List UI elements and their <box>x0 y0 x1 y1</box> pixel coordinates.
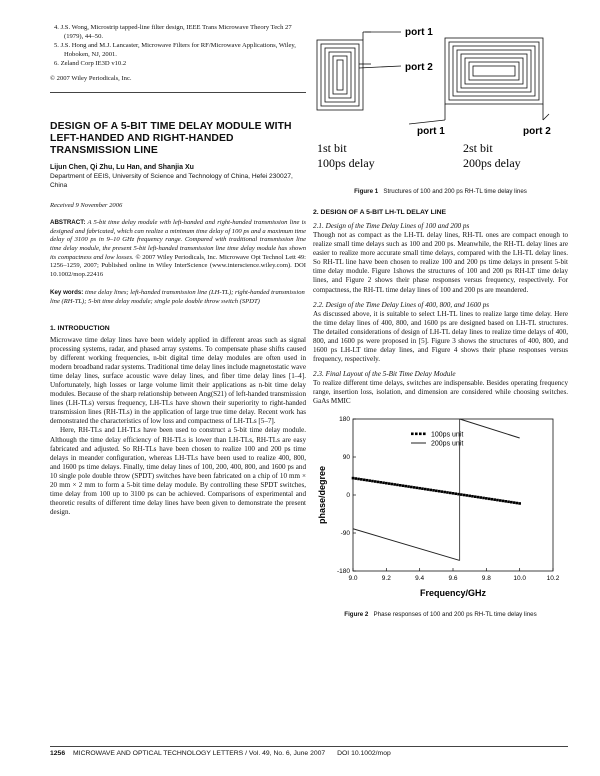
y-tick-label: -90 <box>340 529 350 537</box>
y-tick-label: 90 <box>342 453 350 461</box>
abstract <box>50 219 306 279</box>
section-divider <box>50 92 306 93</box>
series-100ps-point <box>518 502 521 505</box>
figure-2-caption <box>313 611 568 618</box>
copyright-line: © 2007 Wiley Periodicals, Inc. <box>50 74 132 82</box>
x-tick-label: 10.0 <box>513 574 526 582</box>
right-column <box>313 24 568 624</box>
y-axis-label: phase/degree <box>317 465 327 524</box>
phase-response-chart <box>313 413 568 609</box>
x-tick-label: 9.4 <box>415 574 425 582</box>
series-100ps-point <box>441 490 444 493</box>
meander-100ps <box>317 32 371 110</box>
series-100ps-point <box>435 489 438 492</box>
chart-legend <box>411 431 463 447</box>
series-100ps-point <box>418 486 421 489</box>
figure-1-diagram <box>313 24 568 182</box>
port2-right-pointer <box>543 114 549 120</box>
series-100ps-point <box>410 485 413 488</box>
series-100ps-point <box>446 491 449 494</box>
series-100ps-point <box>416 486 419 489</box>
abstract-citation: © 2007 Wiley Periodicals, Inc. Microwave Opt Technol Lett 49: 1256–1259, 2007; Published online in Wiley InterScience (www.interscience.wiley.com). DOI 10.1002/mop.22416 <box>50 253 307 278</box>
x-tick-label: 10.2 <box>546 574 560 582</box>
series-100ps-point <box>368 479 371 482</box>
footer-doi: DOI 10.1002/mop <box>337 750 391 757</box>
series-100ps-point <box>496 498 499 501</box>
series-100ps-point <box>402 484 405 487</box>
reference-item: 5. J.S. Hong and M.J. Lancaster, Microwave Filters for RF/Microwave Applications, Wiley, Hoboken, NJ, 2001. <box>54 42 296 58</box>
keywords-text: time delay lines; left-handed transmission line (LH-TL); right-handed transmission line (RH-TL); 5-bit time delay module; single pole double throw switch (SPDT) <box>50 289 305 305</box>
x-axis-label: Frequency/GHz <box>419 587 487 598</box>
x-tick-label: 9.8 <box>481 574 491 582</box>
figure-2-caption-text: Phase responses of 100 and 200 ps RH-TL time delay lines <box>373 610 537 618</box>
x-tick-label: 9.2 <box>381 574 391 582</box>
series-100ps-point <box>488 497 491 500</box>
series-100ps-point <box>493 498 496 501</box>
intro-paragraph-1: Microwave time delay lines have been widely applied in different areas such as signal processing systems, radar, and phased array systems. To compensate phase shifts caused by different working frequencies, n-bit digital time delay modules are often used in modern broadband radar systems. Traditional time delay lines include magnetostatic wave time delay lines, surface acoustic wave delay lines, and fiber time delay lines [1–4]. Unfortunately, high losses or large volume limit their applications as n-bit time delay modules. Because of the sharp relationship between Ang(S21) of left-handed transmission lines (LH-TLs) versus frequency, LH-TLs have shown their superiority to right-handed transmission lines (RH-TLs) in the application of large true time delay. Recent work has demonstrated the characteristics of low loss and compactness of LH-TLs [5–7]. <box>50 335 306 426</box>
article-authors: Lijun Chen, Qi Zhu, Lu Han, and Shanjia Xu <box>50 164 194 172</box>
series-100ps-point <box>391 482 394 485</box>
keywords-label: Key words: <box>50 289 84 297</box>
subsection-2-3-text: To realize different time delays, switches are indispensable. Besides operating frequency range, insertion loss, isolation, and dimension are considered while choosing switches. GaAs MMIC <box>313 379 568 406</box>
series-100ps-point <box>463 493 466 496</box>
series-100ps-point <box>429 488 432 491</box>
series-100ps-point <box>510 500 513 503</box>
series-100ps-point <box>421 487 424 490</box>
series-100ps-point <box>479 496 482 499</box>
abstract-label: ABSTRACT: <box>50 219 86 227</box>
left-column <box>50 24 306 517</box>
series-100ps-point <box>471 494 474 497</box>
series-100ps-point <box>377 480 380 483</box>
figure-1-caption <box>313 188 568 195</box>
series-200ps-line <box>353 528 460 560</box>
series-100ps-point <box>504 500 507 503</box>
port1-top-label: port 1 <box>405 27 433 38</box>
series-100ps-point <box>413 486 416 489</box>
series-100ps-point <box>371 479 374 482</box>
subsection-2-1-heading: 2.1. Design of the Time Delay Lines of 100 and 200 ps <box>313 222 470 230</box>
legend-series-100ps-marker <box>423 432 426 435</box>
meander-200ps <box>445 38 543 120</box>
intro-paragraph-2: Here, RH-TLs and LH-TLs have been used to construct a 5-bit time delay module. Although the time delay efficiency of RH-TLs is lower than LH-TLs, RH-TLs are easy fabricated and adjusted. So RH-TLs have been chosen to realize 100 and 200 ps time delays in meander configuration, whereas LH-TLs have been used to realize 400, 800, and 1600 ps time delays. Finally, time delay lines of 100, 200, 400, 800, and 1600 ps and 10 single pole double throw (SPDT) switches have been fabricated on a chip of 10 mm × 20 mm × 2 mm to form a 5-bit time delay module. By controlling these SPDT switches, time delay from 100 up to 3100 ps can be achieved. Comparisons of experimental and theoretic results of different time delay lines have been given to demonstrate the present design. <box>50 426 306 517</box>
series-100ps-point <box>407 485 410 488</box>
series-100ps-point <box>360 478 363 481</box>
bit1-label-line2: 100ps delay <box>317 156 375 170</box>
series-100ps-point <box>396 483 399 486</box>
figure-2-caption-label: Figure 2 <box>344 610 369 618</box>
x-tick-label: 9.0 <box>348 574 358 582</box>
series-100ps-point <box>385 481 388 484</box>
x-tick-label: 9.6 <box>448 574 458 582</box>
y-tick-label: -180 <box>336 567 350 575</box>
series-100ps-point <box>477 495 480 498</box>
page-number: 1256 <box>50 750 66 757</box>
series-100ps-point <box>466 494 469 497</box>
legend-series-100ps-marker <box>419 432 422 435</box>
received-date: Received 9 November 2006 <box>50 202 123 210</box>
series-100ps-point <box>502 499 505 502</box>
series-100ps-point <box>468 494 471 497</box>
subsection-2-2-heading: 2.2. Design of the Time Delay Lines of 400, 800, and 1600 ps <box>313 300 490 309</box>
design-heading: 2. DESIGN OF A 5-BIT LH-TL DELAY LINE <box>313 209 447 216</box>
series-100ps-point <box>507 500 510 503</box>
figure-1 <box>313 24 568 182</box>
port2-right-label: port 2 <box>523 126 551 137</box>
y-tick-label: 180 <box>339 415 350 423</box>
series-100ps-point <box>399 483 402 486</box>
series-100ps-point <box>452 492 455 495</box>
series-100ps-point <box>427 488 430 491</box>
bit2-label-line1: 2st bit <box>463 141 493 155</box>
series-100ps-point <box>363 478 366 481</box>
series-100ps-point <box>438 489 441 492</box>
series-100ps-point <box>382 481 385 484</box>
figure-2 <box>313 413 568 609</box>
reference-item: 4. J.S. Wong, Microstrip tapped-line filter design, IEEE Trans Microwave Theory Tech 27 (1979), 44–50. <box>54 24 292 40</box>
series-100ps-point <box>366 478 369 481</box>
subsection-2-3-heading: 2.3. Final Layout of the 5-Bit Time Delay Module <box>313 370 456 379</box>
journal-info: MICROWAVE AND OPTICAL TECHNOLOGY LETTERS / Vol. 49, No. 6, June 2007 <box>73 750 326 757</box>
series-100ps-point <box>443 490 446 493</box>
legend-series-100ps-marker <box>411 432 414 435</box>
figure-1-caption-label: Figure 1 <box>354 188 379 195</box>
series-100ps-point <box>374 480 377 483</box>
series-100ps-point <box>482 496 485 499</box>
series-100ps-point <box>388 482 391 485</box>
series-100ps-point <box>460 493 463 496</box>
series-100ps-point <box>491 497 494 500</box>
series-100ps-point <box>354 477 357 480</box>
subsection-2-1-text: Though not as compact as the LH-TL delay lines, RH-TL ones are compact enough to realize small time delays such as 100 and 200 ps. Meanwhile, the RH-TL delay lines are easier to realize more accurate small time delays, compared with the LH-TL delay lines. So RH-TL line have been chosen to realize 100 and 200 ps time delays in present 5-bit time delay module. Figure 1shows the structures of 100 and 200 ps RH-LT time delay lines, and Figure 2 shows their phase responses versus frequency, respectively. For compactness, the RH-TL time delay lines of 100 and 200 ps are meandered. <box>313 231 568 294</box>
reference-list <box>50 24 306 69</box>
subsection-2-2-text: As discussed above, it is suitable to select LH-TL lines to realize large time delay. Here the time delay lines of 400, 800, and 1600 ps are designed based on LH-TL structures. The detailed considerations of design of LH-TL delay lines to realize time delays of 400, 800, and 1600 ps were proposed in [5]. Figure 3 shows the structures of 400, 800, and 1600 ps LH-LT time delay lines, and Figure 4 shows their phase responses versus frequency, respectively. <box>313 309 568 364</box>
article-title: DESIGN OF A 5-BIT TIME DELAY MODULE WITH LEFT-HANDED AND RIGHT-HANDED TRANSMISSION LINE <box>50 120 292 156</box>
port1-right-label: port 1 <box>417 126 445 137</box>
keywords <box>50 289 306 306</box>
figure-1-caption-text: Structures of 100 and 200 ps RH-TL time delay lines <box>383 188 527 195</box>
series-100ps-point <box>454 492 457 495</box>
series-200ps-line <box>460 419 520 438</box>
legend-series-200ps-label: 200ps unit <box>431 440 464 447</box>
series-100ps-point <box>449 491 452 494</box>
series-100ps-point <box>352 476 355 479</box>
abstract-text: A 5-bit time delay module with left-handed and right-handed transmission line is designed and fabricated, which can realize a minimum time delay of 100 ps and a maximum time delay of 3100 ps in 9–10 GHz frequency range. Compared with traditional transmission line time delay module, the present 5-bit left-handed transmission line time delay module has shown its compactness and low losses. <box>50 219 306 261</box>
legend-series-100ps-marker <box>415 432 418 435</box>
series-100ps-point <box>404 484 407 487</box>
article-affiliation: Department of EEIS, University of Science and Technology of China, Hefei 230027, China <box>50 173 293 189</box>
port2-top-label: port 2 <box>405 62 433 73</box>
bit2-label-line2: 200ps delay <box>463 156 521 170</box>
series-100ps-point <box>513 501 516 504</box>
series-100ps-point <box>474 495 477 498</box>
reference-item: 6. Zeland Corp IE3D v10.2 <box>54 60 127 68</box>
series-100ps-point <box>499 499 502 502</box>
intro-heading: 1. INTRODUCTION <box>50 324 110 332</box>
series-100ps-point <box>379 481 382 484</box>
series-100ps-point <box>516 501 519 504</box>
series-100ps-point <box>424 487 427 490</box>
series-100ps-point <box>357 477 360 480</box>
port2-pointer <box>359 66 401 68</box>
port1-right-pointer <box>409 120 445 124</box>
y-tick-label: 0 <box>346 491 350 499</box>
bit1-label-line1: 1st bit <box>317 141 347 155</box>
series-100ps-point <box>393 483 396 486</box>
series-100ps-point <box>485 497 488 500</box>
legend-series-100ps-label: 100ps unit <box>431 431 464 438</box>
page-footer <box>50 746 568 757</box>
series-100ps-point <box>432 489 435 492</box>
